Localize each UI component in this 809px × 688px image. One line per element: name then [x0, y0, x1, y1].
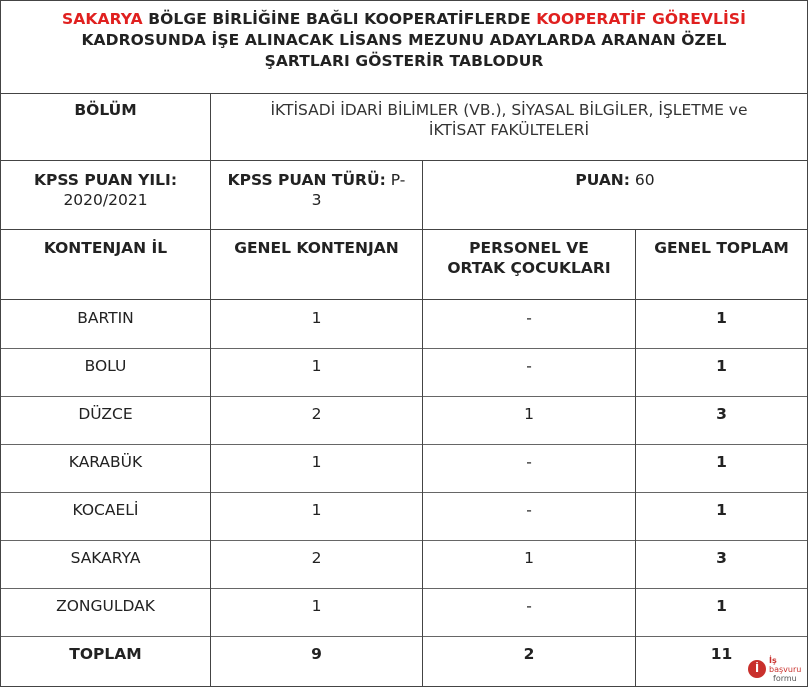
logo-line2: başvuru: [769, 665, 802, 674]
cell-toplam: 1: [716, 309, 727, 327]
cell-personel: -: [526, 501, 532, 519]
cell-personel: 1: [524, 549, 534, 567]
cell-genel: 1: [311, 309, 322, 327]
cell-genel: 1: [311, 597, 322, 615]
bolum-value: [211, 100, 807, 140]
header-il: KONTENJAN İL: [43, 239, 168, 257]
row-divider: [1, 588, 807, 589]
header-genel-kontenjan: GENEL KONTENJAN: [234, 239, 399, 257]
kpss-score: [423, 170, 807, 190]
kpss-score-value: 60: [634, 171, 655, 189]
title-red-position: KOOPERATİF GÖREVLİSİ: [536, 10, 746, 28]
header-personel-line2: ORTAK ÇOCUKLARI: [447, 259, 611, 277]
bolum-value-line2: İKTİSAT FAKÜLTELERİ: [428, 121, 590, 139]
total-personel: 2: [523, 645, 535, 663]
divider-after-header: [1, 299, 807, 300]
total-label: TOPLAM: [69, 645, 142, 663]
cell-personel: -: [526, 597, 532, 615]
cell-personel: 1: [524, 405, 534, 423]
row-divider: [1, 348, 807, 349]
kpss-score-label: PUAN:: [575, 171, 630, 189]
cell-personel: -: [526, 453, 532, 471]
cell-personel: -: [526, 309, 532, 327]
header-genel-toplam: GENEL TOPLAM: [654, 239, 789, 257]
cell-genel: 2: [311, 549, 322, 567]
kpss-year-label: KPSS PUAN YILI:: [33, 171, 178, 189]
cell-toplam: 1: [716, 357, 727, 375]
cell-genel: 1: [311, 501, 322, 519]
divider-after-kpss: [1, 229, 807, 230]
cell-il: KOCAELİ: [72, 501, 139, 519]
cell-genel: 2: [311, 405, 322, 423]
bolum-value-line1: İKTİSADİ İDARİ BİLİMLER (VB.), SİYASAL BİLGİLER, İŞLETME ve: [270, 101, 748, 119]
total-genel: 9: [311, 645, 322, 663]
cell-il: SAKARYA: [70, 549, 141, 567]
cell-toplam: 1: [716, 453, 727, 471]
cell-il: BARTIN: [77, 309, 134, 327]
cell-personel: -: [526, 357, 532, 375]
cell-toplam: 1: [716, 501, 727, 519]
logo-line3: formu: [773, 674, 797, 683]
row-divider: [1, 492, 807, 493]
kpss-type: [211, 170, 422, 210]
is-basvuru-formu-logo: [748, 656, 804, 684]
row-divider: [1, 636, 807, 637]
cell-il: KARABÜK: [68, 453, 143, 471]
cell-genel: 1: [311, 453, 322, 471]
cell-il: BOLU: [84, 357, 127, 375]
header-personel: [423, 238, 635, 278]
title-red-region: SAKARYA: [62, 10, 143, 28]
row-divider: [1, 396, 807, 397]
logo-line1: İş: [769, 656, 777, 665]
total-toplam: 11: [710, 645, 733, 663]
title-line2: KADROSUNDA İŞE ALINACAK LİSANS MEZUNU ADAYLARDA ARANAN ÖZEL: [81, 31, 727, 49]
kpss-type-value-a: P-: [390, 171, 406, 189]
table-title: [1, 1, 807, 94]
title-line3: ŞARTLARI GÖSTERİR TABLODUR: [264, 52, 544, 70]
header-personel-line1: PERSONEL VE: [469, 239, 589, 257]
cell-toplam: 1: [716, 597, 727, 615]
bolum-label: BÖLÜM: [74, 101, 137, 119]
cell-genel: 1: [311, 357, 322, 375]
kpss-year-value: 2020/2021: [63, 191, 148, 209]
row-divider: [1, 444, 807, 445]
divider-after-bolum: [1, 160, 807, 161]
cell-il: DÜZCE: [78, 405, 133, 423]
row-divider: [1, 540, 807, 541]
cell-il: ZONGULDAK: [56, 597, 155, 615]
kpss-type-value-b: 3: [311, 191, 322, 209]
kpss-year: [1, 170, 210, 210]
title-mid: BÖLGE BİRLİĞİNE BAĞLI KOOPERATİFLERDE: [142, 10, 537, 28]
cell-toplam: 3: [716, 405, 727, 423]
logo-mark-icon: İ: [748, 660, 766, 678]
kpss-type-label: KPSS PUAN TÜRÜ:: [227, 171, 386, 189]
cell-toplam: 3: [716, 549, 727, 567]
